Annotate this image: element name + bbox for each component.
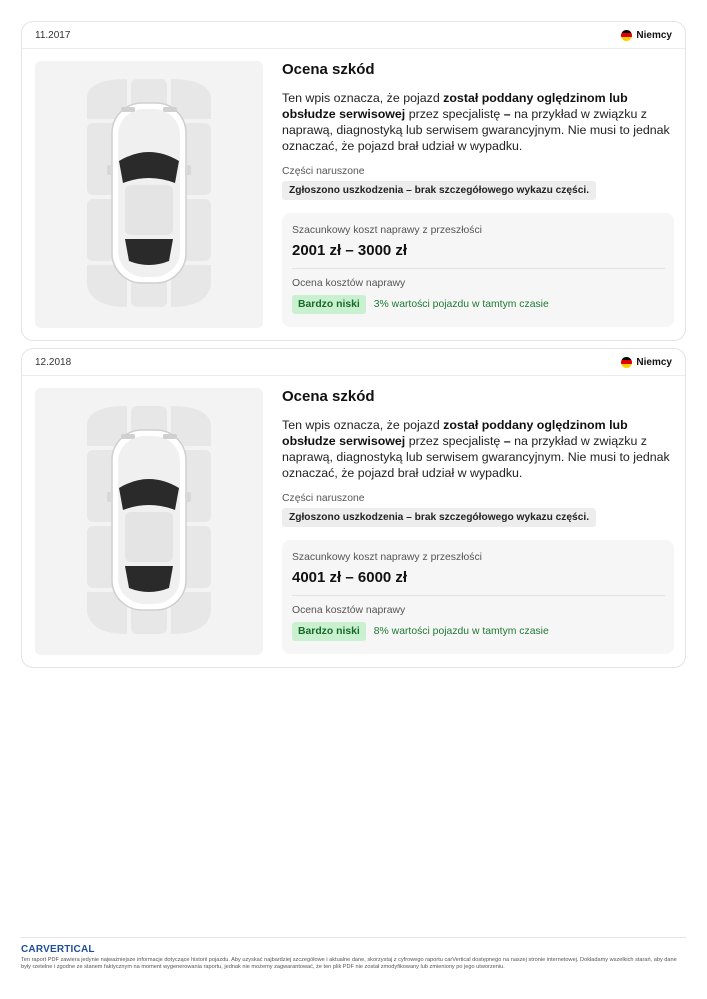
repair-cost-value: 2001 zł – 3000 zł bbox=[292, 242, 408, 259]
divider bbox=[292, 268, 665, 269]
germany-flag-icon bbox=[621, 30, 632, 41]
damaged-parts-badge: Zgłoszono uszkodzenia – brak szczegółowego wykazu części. bbox=[282, 508, 596, 527]
repair-cost-label: Szacunkowy koszt naprawy z przeszłości bbox=[292, 225, 482, 236]
cost-rating-note: 8% wartości pojazdu w tamtym czasie bbox=[373, 626, 549, 637]
repair-cost-box bbox=[282, 540, 674, 654]
damage-entry-card bbox=[21, 21, 686, 341]
country-name: Niemcy bbox=[636, 29, 672, 41]
cost-rating-label: Ocena kosztów naprawy bbox=[292, 605, 406, 616]
repair-cost-value: 4001 zł – 6000 zł bbox=[292, 569, 408, 586]
divider bbox=[292, 595, 665, 596]
entry-title: Ocena szkód bbox=[282, 388, 375, 405]
car-damage-diagram bbox=[35, 388, 263, 655]
damage-entry-card bbox=[21, 348, 686, 668]
country-label bbox=[621, 357, 672, 368]
cost-rating-note: 3% wartości pojazdu w tamtym czasie bbox=[373, 299, 549, 310]
cost-rating-badge: Bardzo niski bbox=[292, 295, 366, 314]
car-top-view-icon bbox=[35, 388, 263, 655]
country-label bbox=[621, 30, 672, 41]
entry-date: 11.2017 bbox=[35, 29, 71, 41]
entry-description: Ten wpis oznacza, że pojazd został poddany oględzinom lub obsłudze serwisowej przez specjalistę – na przykład w związku z naprawą, diagnostyką lub serwisem gwarancyjnym. Nie musi to jednak oznaczać, że pojazd brał udział w wypadku. bbox=[282, 418, 670, 480]
page-footer bbox=[21, 937, 686, 972]
country-name: Niemcy bbox=[636, 356, 672, 368]
footer-disclaimer: Ten raport PDF zawiera jedynie najważniejsze informacje dotyczące historii pojazdu. Aby uzyskać najbardziej szczegółowe i aktualne dane, skorzystaj z cyfrowego raportu carVertical dostępnego na naszej stronie internetowej. Dokładamy wszelkich starań, aby dane były rzetelne i zgodne ze stanem faktycznym na moment wygenerowania raportu, jednak nie możemy zagwarantować, że ten plik PDF nie został zmodyfikowany lub zmieniony po jego utworzeniu. bbox=[21, 957, 677, 971]
entry-description: Ten wpis oznacza, że pojazd został poddany oględzinom lub obsłudze serwisowej przez specjalistę – na przykład w związku z naprawą, diagnostyką lub serwisem gwarancyjnym. Nie musi to jednak oznaczać, że pojazd brał udział w wypadku. bbox=[282, 91, 670, 153]
damaged-parts-label: Części naruszone bbox=[282, 166, 365, 177]
carvertical-logo: CARVERTICAL bbox=[21, 944, 95, 955]
germany-flag-icon bbox=[621, 357, 632, 368]
car-damage-diagram bbox=[35, 61, 263, 328]
damage-info bbox=[282, 388, 674, 654]
damaged-parts-label: Części naruszone bbox=[282, 493, 365, 504]
card-header bbox=[22, 22, 685, 49]
cost-rating-badge: Bardzo niski bbox=[292, 622, 366, 641]
car-top-view-icon bbox=[35, 61, 263, 328]
entry-date: 12.2018 bbox=[35, 356, 72, 368]
damage-info bbox=[282, 61, 674, 327]
damaged-parts-badge: Zgłoszono uszkodzenia – brak szczegółowego wykazu części. bbox=[282, 181, 596, 200]
repair-cost-box bbox=[282, 213, 674, 327]
cost-rating-label: Ocena kosztów naprawy bbox=[292, 278, 406, 289]
repair-cost-label: Szacunkowy koszt naprawy z przeszłości bbox=[292, 552, 482, 563]
entry-title: Ocena szkód bbox=[282, 61, 375, 78]
card-header bbox=[22, 349, 685, 376]
footer-divider bbox=[21, 937, 686, 938]
